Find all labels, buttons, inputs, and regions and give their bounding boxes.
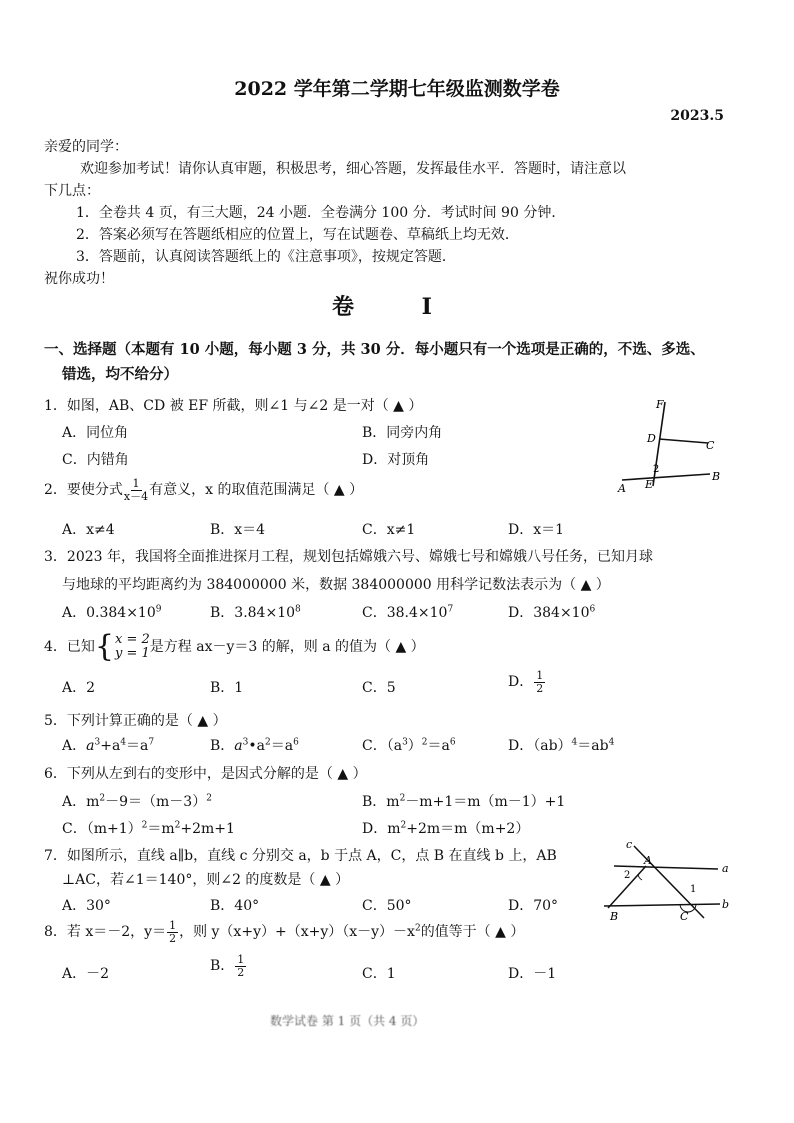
q1-option-c: C．内错角 <box>62 452 129 468</box>
q6a-pre: A．m <box>62 794 100 810</box>
q5c-l: C．（a <box>362 738 403 754</box>
q3-option-b <box>210 602 301 622</box>
q4-d-num: 1 <box>536 669 544 682</box>
q8-frac-den: 2 <box>169 931 177 945</box>
label-c-line: c <box>626 838 633 851</box>
q1-figure <box>610 392 730 496</box>
label-c: C <box>706 439 715 452</box>
q6c-mid: ＝m <box>147 821 175 837</box>
q6-option-d <box>362 818 529 838</box>
q3-c-base: C．38.4×10 <box>362 605 448 621</box>
question-3-line-2: 与地球的平均距离约为 384000000 米，数据 384000000 用科学记数法表示为（ ▲ ） <box>62 577 610 593</box>
q4-pre: 4．已知 <box>44 639 95 655</box>
section-heading-line-2: 错选，均不给分） <box>62 366 178 383</box>
q5-option-d <box>508 735 614 755</box>
q8-b-fraction <box>235 954 246 978</box>
q5-option-c <box>362 735 456 755</box>
exam-date: 2023.5 <box>670 108 724 124</box>
q2-frac-den: x－4 <box>123 489 149 503</box>
q5b-e3: 6 <box>293 737 299 748</box>
q8-b-label: B． <box>210 958 235 975</box>
section-heading-line-1: 一、选择题（本题有 10 小题，每小题 3 分，共 30 分．每小题只有一个选项是正确的，不选、多选、 <box>44 341 705 358</box>
q4-d-fraction <box>534 670 545 694</box>
label-b-line: b <box>722 898 730 911</box>
q5d-e1: 4 <box>571 737 578 748</box>
q5a-a: a <box>86 738 95 754</box>
angle-2-arc <box>638 874 642 880</box>
q2-option-d: D．x＝1 <box>508 522 565 538</box>
q8-post: 的值等于（ ▲ ） <box>420 924 525 941</box>
intro-item-2: 2．答案必须写在答题纸相应的位置上，写在试题卷、草稿纸上均无效． <box>76 227 519 243</box>
q3-option-a <box>62 602 161 622</box>
label-2: 2 <box>653 464 660 475</box>
q5c-eq: ＝a <box>427 738 450 754</box>
q4-system <box>94 629 150 664</box>
q4-brace: { <box>94 629 115 664</box>
q5d-eq: ＝ab <box>577 738 609 754</box>
line-b <box>604 904 720 906</box>
q5c-e1: 3 <box>402 737 408 748</box>
line-a <box>614 866 718 869</box>
q8-option-c: C．1 <box>362 966 396 982</box>
q4-option-d <box>508 670 546 694</box>
intro-line-2: 下几点： <box>44 183 100 199</box>
q5a-plus: +a <box>100 738 121 754</box>
q4-sys-1: x = 2 <box>115 632 150 648</box>
q8-b-den: 2 <box>237 965 245 979</box>
q3-option-d <box>508 602 595 622</box>
q2-frac-num: 1 <box>132 477 140 490</box>
q5b-eq: ＝a <box>270 738 294 754</box>
label-a: A <box>618 482 626 495</box>
q6a-post: －9＝（m－3） <box>105 794 207 810</box>
q6d-e1: 2 <box>400 820 407 831</box>
q6c-e1: 2 <box>141 820 148 831</box>
q4-option-a: A．2 <box>62 680 96 696</box>
q5d-l: D．（ab） <box>508 738 572 754</box>
q4-post: 是方程 ax－y＝3 的解，则 a 的值为（ ▲ ） <box>149 639 425 655</box>
line-dc <box>659 439 708 443</box>
q7-figure <box>596 838 746 922</box>
q5b-a: a <box>234 738 243 754</box>
q2-fraction <box>124 478 148 502</box>
q8-option-a: A．－2 <box>62 966 110 982</box>
q3-d-base: D．384×10 <box>508 605 590 621</box>
q3-a-exp: 9 <box>155 604 162 615</box>
q8-mid: ，则 y（x+y）+（x+y）（x－y）－x <box>179 924 415 941</box>
q6b-e1: 2 <box>399 793 406 804</box>
q5a-e3: 7 <box>148 737 155 748</box>
q5a-eq: ＝a <box>126 738 149 754</box>
q8-option-d: D．－1 <box>508 966 557 982</box>
intro-item-3: 3．答题前，认真阅读答题纸上的《注意事项》，按规定答题． <box>76 249 456 265</box>
q2-option-c: C．x≠1 <box>362 522 416 538</box>
q6-option-b <box>362 791 565 811</box>
label-d: D <box>647 432 656 445</box>
q3-a-base: A．0.384×10 <box>62 605 156 621</box>
q2-pre: 2．要使分式 <box>44 482 123 499</box>
question-6-stem: 6．下列从左到右的变形中，是因式分解的是（ ▲ ） <box>44 766 367 782</box>
q5c-mid: ） <box>407 738 422 754</box>
q3-d-exp: 6 <box>589 604 596 615</box>
q3-b-base: B．3.84×10 <box>210 605 296 621</box>
q3-b-exp: 8 <box>295 604 301 615</box>
label-a-point: A <box>644 854 652 867</box>
q8-option-b <box>210 954 247 978</box>
page-footer: 数学试卷 第 1 页（共 4 页） <box>270 1014 425 1028</box>
page-title: 2022 学年第二学期七年级监测数学卷 <box>234 78 560 100</box>
section-title: 卷 I <box>332 294 462 320</box>
q3-option-c <box>362 602 453 622</box>
q5c-e3: 6 <box>449 737 456 748</box>
question-7-line-1: 7．如图所示，直线 a∥b，直线 c 分别交 a，b 于点 A，C，点 B 在直线 b 上，AB <box>44 848 557 864</box>
q5b-dot: •a <box>248 738 265 754</box>
q6d-post: +2m＝m（m+2） <box>406 821 530 837</box>
q5a-e1: 3 <box>94 737 101 748</box>
q1-option-d: D．对顶角 <box>362 452 430 468</box>
q7-option-b: B．40° <box>210 898 260 914</box>
q7-option-d: D．70° <box>508 898 559 914</box>
q5-option-a <box>62 735 154 755</box>
intro-item-1: 1．全卷共 4 页，有三大题，24 小题．全卷满分 100 分．考试时间 90 分钟． <box>76 205 566 221</box>
question-4-stem <box>44 629 425 664</box>
q1-option-a: A．同位角 <box>62 425 129 441</box>
q8-b-num: 1 <box>237 953 245 966</box>
q4-d-den: 2 <box>536 681 544 695</box>
label-a-line: a <box>722 862 729 875</box>
q6b-pre: B．m <box>362 794 400 810</box>
q4-system-lines <box>115 633 150 660</box>
question-1-stem: 1．如图，AB、CD 被 EF 所截，则∠1 与∠2 是一对（ ▲ ） <box>44 398 423 414</box>
q5a-l: A． <box>62 738 87 754</box>
q5a-e2: 4 <box>120 737 127 748</box>
q8-pre: 8．若 x＝－2，y＝ <box>44 924 167 941</box>
question-7-line-2: ⊥AC，若∠1＝140°，则∠2 的度数是（ ▲ ） <box>62 872 350 888</box>
label-b: B <box>712 470 721 483</box>
q6c-e2: 2 <box>174 820 181 831</box>
q7-option-c: C．50° <box>362 898 412 914</box>
q6c-post: +2m+1 <box>180 821 235 837</box>
q2-option-a: A．x≠4 <box>62 522 115 538</box>
q8-fraction <box>167 920 178 944</box>
label-1: 1 <box>690 884 697 895</box>
q6a-e2: 2 <box>206 793 212 804</box>
line-ab <box>622 474 710 480</box>
q5b-e2: 2 <box>265 737 271 748</box>
q4-sys-2: y = 1 <box>115 646 150 661</box>
q5-option-b <box>210 735 299 755</box>
q5b-l: B． <box>210 738 235 754</box>
greeting: 亲爱的同学： <box>44 139 128 155</box>
label-e: E <box>645 478 654 491</box>
label-f: F <box>656 398 664 411</box>
q1-option-b: B．同旁内角 <box>362 425 443 441</box>
q6a-e1: 2 <box>99 793 106 804</box>
q6d-pre: D．m <box>362 821 401 837</box>
question-8-stem <box>44 920 524 944</box>
q4-d-label: D． <box>508 674 534 691</box>
question-3-line-1: 3．2023 年，我国将全面推进探月工程，规划包括嫦娥六号、嫦娥七号和嫦娥八号任务，已知月球 <box>44 549 653 565</box>
q7-option-a: A．30° <box>62 898 111 914</box>
q8-frac-num: 1 <box>169 919 177 932</box>
label-2: 2 <box>624 870 631 881</box>
q5d-e2: 4 <box>608 737 615 748</box>
q6-option-a <box>62 791 212 811</box>
q5c-e2: 2 <box>421 737 428 748</box>
question-2-stem <box>44 478 363 502</box>
q6c-pre: C．（m+1） <box>62 821 142 837</box>
q8-exp: 2 <box>414 923 421 934</box>
q2-post: 有意义，x 的取值范围满足（ ▲ ） <box>149 482 364 499</box>
label-c-point: C <box>680 910 689 922</box>
q2-option-b: B．x＝4 <box>210 522 266 538</box>
question-5-stem: 5．下列计算正确的是（ ▲ ） <box>44 713 227 729</box>
q6-option-c <box>62 818 235 838</box>
label-b-point: B <box>610 910 619 922</box>
q5b-e1: 3 <box>242 737 249 748</box>
closing: 祝你成功！ <box>44 271 114 287</box>
q3-c-exp: 7 <box>447 604 454 615</box>
q4-option-c: C．5 <box>362 680 396 696</box>
intro-line-1: 欢迎参加考试！请你认真审题，积极思考，细心答题，发挥最佳水平．答题时，请注意以 <box>80 161 626 177</box>
q6b-post: －m+1＝m（m－1）+1 <box>405 794 566 810</box>
q4-option-b: B．1 <box>210 680 244 696</box>
